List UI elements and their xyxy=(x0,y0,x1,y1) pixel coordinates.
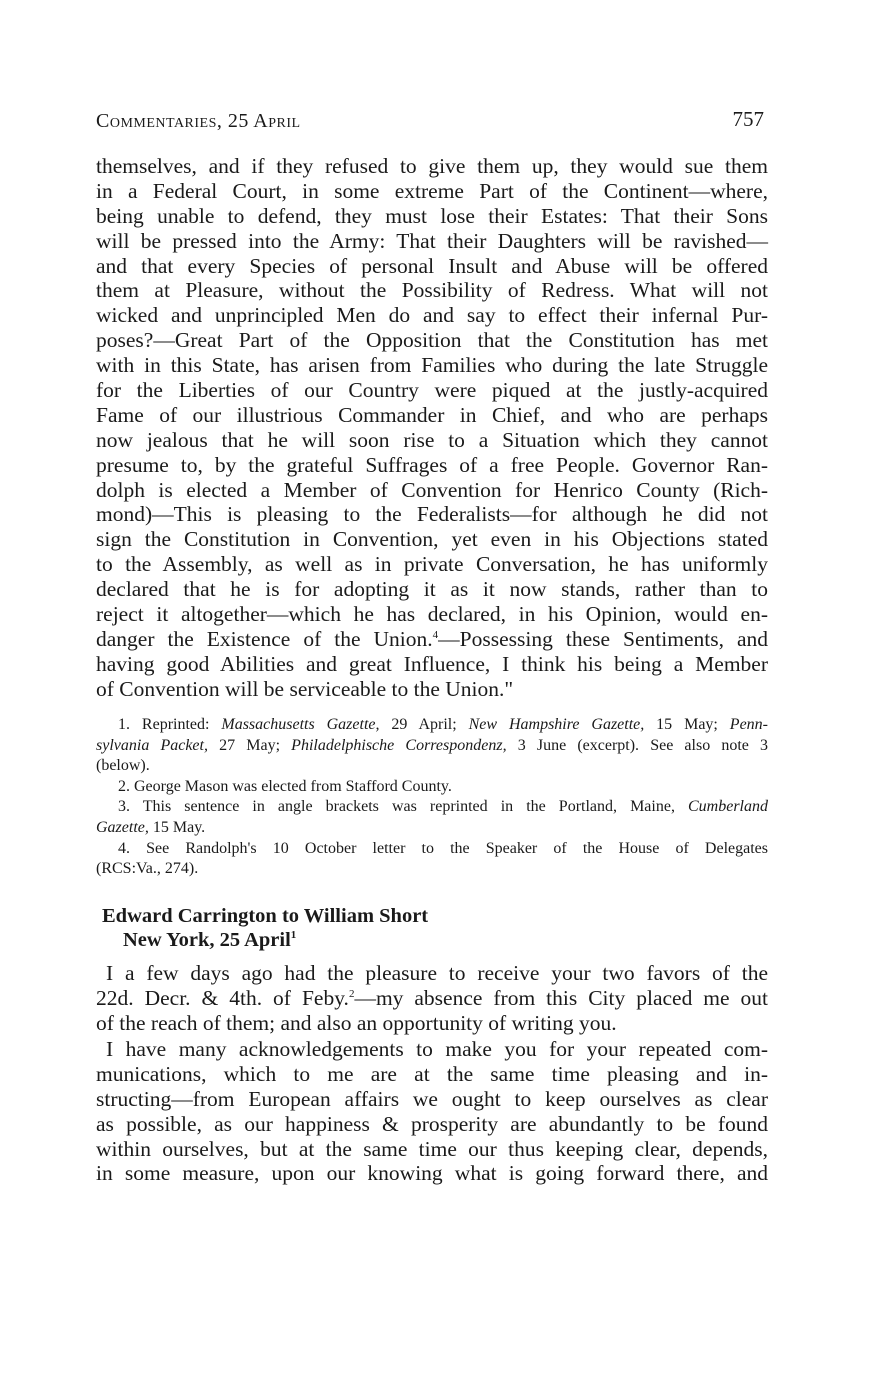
footnote-line xyxy=(96,736,768,757)
text-line: wicked and unprincipled Men do and say to effect their infernal Pur- xyxy=(96,303,768,328)
text-line: presume to, by the grateful Suffrages of a free People. Governor Ran- xyxy=(96,452,768,477)
text-line: within ourselves, but at the same time our thus keeping clear, depends, xyxy=(96,1136,768,1161)
note-text: 15 May. xyxy=(148,818,206,836)
text-line: poses?—Great Part of the Opposition that the Constitution has met xyxy=(96,328,768,353)
text-line: them at Pleasure, without the Possibility of Redress. What will not xyxy=(96,278,768,303)
note-italic: Penn- xyxy=(729,716,768,733)
text-line: sign the Constitution in Convention, yet even in his Objections stated xyxy=(96,527,768,552)
footnote-reference: 4 xyxy=(432,628,439,641)
note-italic: Massachusetts Gazette, xyxy=(221,716,380,733)
text-segment: 22d. Decr. & 4th. of Feby. xyxy=(96,985,349,1010)
text-line: I a few days ago had the pleasure to receive your two favors of the xyxy=(106,961,768,985)
text-segment: —my absence from this City placed me out xyxy=(354,985,769,1010)
text-line xyxy=(96,627,768,652)
text-line: with in this State, has arisen from Families who during the late Struggle xyxy=(96,353,768,378)
section-heading xyxy=(102,904,702,952)
text-line: as possible, as our happiness & prosperity are abundantly to be found xyxy=(96,1111,768,1136)
text-line: now jealous that he will soon rise to a Situation which they cannot xyxy=(96,427,768,452)
text-line: Fame of our illustrious Commander in Chief, and who are perhaps xyxy=(96,402,768,427)
footnote-reference: 1 xyxy=(290,929,297,942)
text-line: of the reach of them; and also an opportunity of writing you. xyxy=(96,1010,617,1035)
note-text: 29 April; xyxy=(379,716,469,733)
footnote-line: 4. See Randolph's 10 October letter to the Speaker of the House of Delegates xyxy=(118,839,768,857)
footnote-line: (below). xyxy=(96,757,150,775)
note-italic: New Hampshire Gazette, xyxy=(468,716,645,733)
letter-paragraph-1 xyxy=(96,961,768,1036)
footnote-line xyxy=(96,818,768,839)
text-line: for the Liberties of our Country were piqued at the justly-acquired xyxy=(96,378,768,403)
page-number: 757 xyxy=(732,107,764,131)
footnotes xyxy=(96,715,768,880)
text-line xyxy=(96,986,768,1011)
section-title: Edward Carrington to William Short xyxy=(102,905,429,927)
text-line: structing—from European affairs we ought to keep ourselves as clear xyxy=(96,1086,768,1111)
note-italic: Gazette, xyxy=(96,818,149,836)
note-text: 1. Reprinted: xyxy=(118,716,222,733)
text-line: and that every Species of personal Insult and Abuse will be offered xyxy=(96,253,768,278)
note-italic: Philadelphische Correspondenz, xyxy=(291,736,507,754)
footnote-line: (RCS:Va., 274). xyxy=(96,860,199,878)
text-line: in some measure, upon our knowing what is going forward there, and xyxy=(96,1161,768,1186)
text-line: themselves, and if they refused to give them up, they would sue them xyxy=(96,154,768,178)
text-line: mond)—This is pleasing to the Federalists—for although he did not xyxy=(96,502,768,527)
running-head xyxy=(96,107,766,137)
text-line: declared that he is for adopting it as it now stands, rather than to xyxy=(96,577,768,602)
footnote-line xyxy=(96,715,768,736)
text-line: being unable to defend, they must lose their Estates: That their Sons xyxy=(96,203,768,228)
footnote-line xyxy=(96,797,768,818)
note-italic: Cumberland xyxy=(688,798,768,816)
text-line: in a Federal Court, in some extreme Part of the Continent—where, xyxy=(96,178,768,203)
letter-paragraph-2 xyxy=(96,1037,768,1186)
text-line: will be pressed into the Army: That their Daughters will be ravished— xyxy=(96,228,768,253)
footnote-line: 2. George Mason was elected from Stafford County. xyxy=(118,777,452,795)
text-segment: —Possessing these Sentiments, and xyxy=(438,626,768,651)
note-text: 15 May; xyxy=(644,716,730,733)
section-subtitle xyxy=(102,928,702,952)
footnote-reference: 2 xyxy=(348,987,355,1000)
text-line: munications, which to me are at the same time pleasing and in- xyxy=(96,1061,768,1086)
note-text: 3 June (excerpt). See also note 3 xyxy=(506,736,769,754)
running-head-title: Commentaries, 25 April xyxy=(96,110,301,132)
text-line: I have many acknowledgements to make you for your repeated com- xyxy=(106,1037,768,1061)
text-segment: danger the Existence of the Union. xyxy=(96,626,433,651)
text-line: to the Assembly, as well as in private Conversation, he has uniformly xyxy=(96,552,768,577)
text-line: having good Abilities and great Influence, I think his being a Member xyxy=(96,651,768,676)
subtitle-text: New York, 25 April xyxy=(123,929,291,951)
note-text: 3. This sentence in angle brackets was reprinted in the Portland, Maine, xyxy=(118,798,688,816)
main-text xyxy=(96,154,768,702)
note-text: 27 May; xyxy=(207,736,292,754)
note-italic: sylvania Packet, xyxy=(96,736,208,754)
text-line: dolph is elected a Member of Convention for Henrico County (Rich- xyxy=(96,477,768,502)
text-line: reject it altogether—which he has declared, in his Opinion, would en- xyxy=(96,602,768,627)
text-line: of Convention will be serviceable to the Union." xyxy=(96,676,514,701)
